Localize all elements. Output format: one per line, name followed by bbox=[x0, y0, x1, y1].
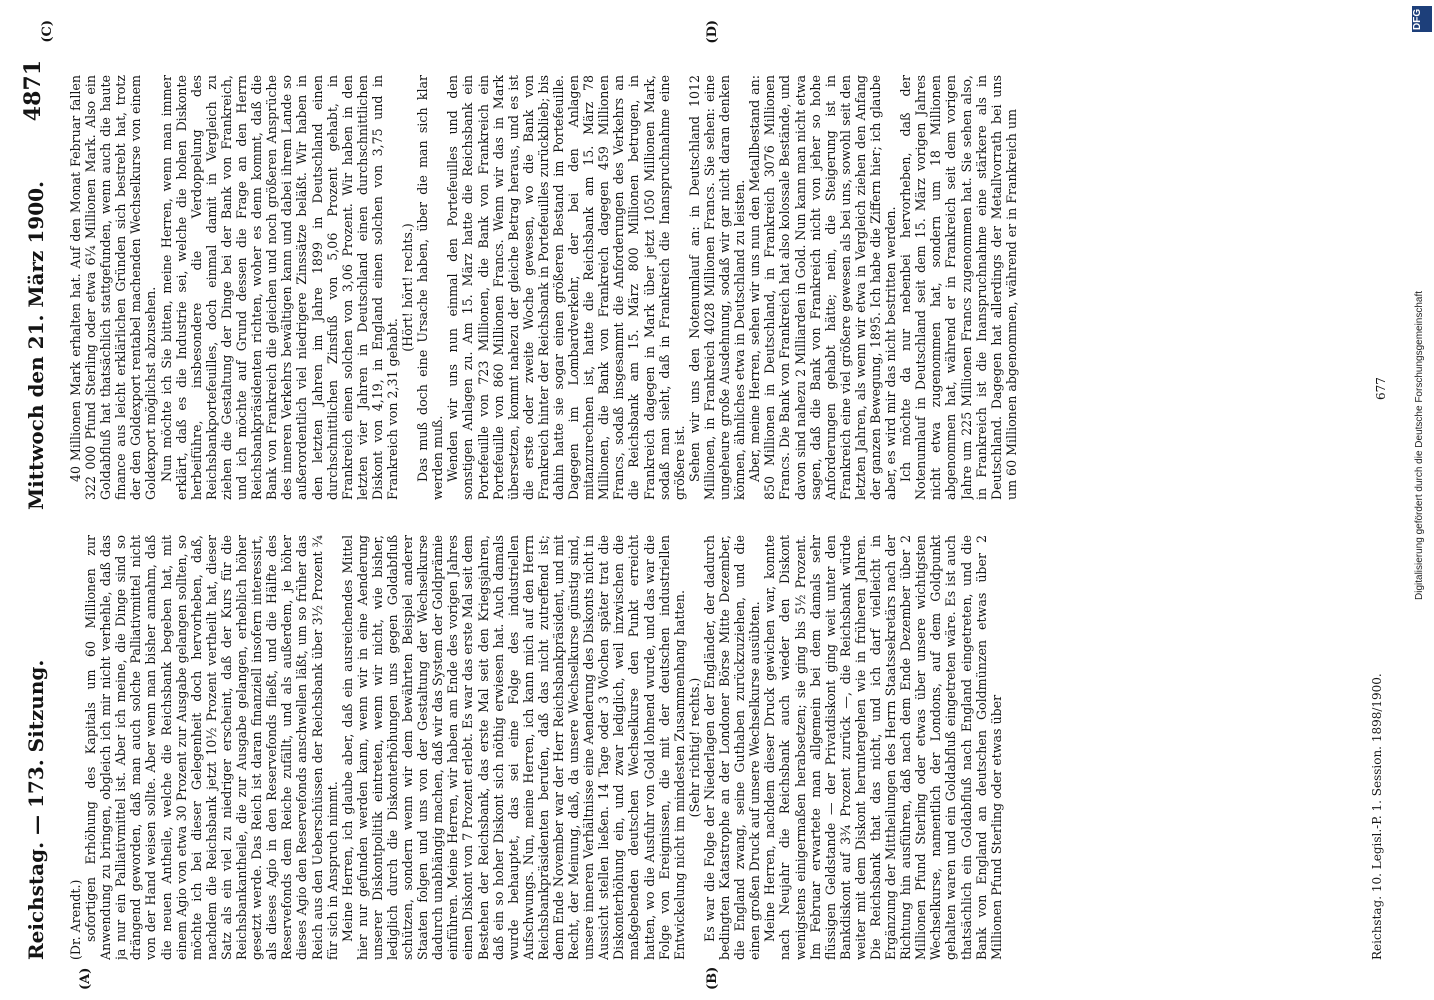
paragraph: Es war die Folge der Niederlagen der Engländer, der dadurch bedingten Katastrophe an der Londoner Börse Mitte Dezember, die England zwang, seine Guthaben zurückzuziehen, und die einen großen Druck auf unsere Wechselkurse ausübten. bbox=[701, 535, 763, 960]
footer-session: Reichstag. 10. Legisl.-P. 1. Session. 1898/1900. bbox=[1370, 673, 1384, 960]
header-date: Mittwoch den 21. März 1900. bbox=[24, 180, 48, 510]
speaker-label: (Dr. Arendt.) bbox=[68, 879, 83, 960]
paragraph: Ich möchte da nur nebenbei hervorheben, daß der Notenumlauf in Deutschland seit dem 15. März vorigen Jahres nicht etwa zugenommen hat, sondern um 18 Millionen abgenommen hat, während er in Frankreich seit dem vorigen Jahre um 225 Millionen Francs zugenommen hat. Sie sehen also, in Frankreich ist die Inanspruchnahme eine stärkere als in Deutschland. Dagegen hat allerdings der Metallvorrath bei uns um 60 Millionen abgenommen, während er in Frankreich um bbox=[898, 75, 1019, 500]
margin-marker-c: (C) bbox=[40, 20, 55, 43]
paragraph: Meine Herren, ich glaube aber, daß ein ausreichendes Mittel hier nur gefunden werden kann, wenn wir in eine Aenderung unserer Diskontpolitik eintreten, wenn wir nicht, wie bisher, lediglich durch die Diskonterhöhungen uns gegen Goldabfluß schützen, sondern wenn wir dem bewährten Beispiel anderer Staaten folgen und uns von der Gestaltung der Wechselkurse dadurch unabhängig machen, daß wir das System der Goldprämie einführen. Meine Herren, wir haben am Ende des vorigen Jahres einen Diskont von 7 Prozent erlebt. Es war das erste Mal seit dem Bestehen der Reichsbank, das erste Mal seit den Kriegsjahren, daß ein so hoher Diskont sich nöthig erwiesen hat. Auch damals wurde behauptet, das sei eine Folge des industriellen Aufschwungs. Nun, meine Herren, ich kann mich auf den Herrn Reichsbankpräsidenten berufen, daß das nicht zutreffend ist; denn Ende November war der Herr Reichsbankpräsident, und mit Recht, der Meinung, daß, da unsere Wechselkurse günstig sind, unsere inneren Verhältnisse eine Aenderung des Diskonts nicht in Aussicht stellen ließen. 14 Tage oder 3 Wochen später trat die Diskonterhöhung ein, und zwar lediglich, weil inzwischen die maßgebenden deutschen Wechselkurse den Punkt erreicht hatten, wo die Ausfuhr von Gold lohnend wurde, und das war die Folge von Ereignissen, die mit der deutschen industriellen Entwickelung nicht im mindesten Zusammenhang hatten. bbox=[339, 535, 687, 960]
paragraph: Nun möchte ich Sie bitten, meine Herren, wenn man immer erklärt, daß es die Industrie sei, welche die hohen Diskonte herbeiführe, insbesondere die Verdoppelung des Reichsbankportefeuilles, doch einmal damit in Vergleich zu ziehen die Gestaltung der Dinge bei der Bank von Frankreich, und ich möchte auf Grund dessen die Frage an den Herrn Reichsbankpräsidenten richten, woher es denn kommt, daß die Bank von Frankreich die gleichen und noch größeren Ansprüche des inneren Verkehrs bewältigen kann und dabei ihrem Lande so außerordentlich viel niedrigere Zinssätze beläßt. Wir haben in den letzten Jahren im Jahre 1899 in Deutschland einen durchschnittlichen Zinsfuß von 5,06 Prozent gehabt, in Frankreich einen solchen von 3,06 Prozent. Wir haben in den letzten vier Jahren in Deutschland einen durchschnittlichen Diskont von 4,19, in England einen solchen von 3,75 und in Frankreich von 2,31 gehabt. bbox=[158, 75, 400, 500]
paragraph: Das muß doch eine Ursache haben, über die man sich klar werden muß. bbox=[415, 75, 446, 500]
interjection: (Hört! hört! rechts.) bbox=[400, 223, 416, 352]
header-session: Reichstag. — 173. Sitzung. bbox=[24, 659, 48, 960]
dfg-logo-icon: DFG bbox=[1412, 6, 1432, 32]
paragraph: Meine Herren, nachdem dieser Druck gewichen war, konnte nach Neujahr die Reichsbank auch wieder den Diskont wenigstens einigermaßen herabsetzen; sie ging bis 5½ Prozent. Im Februar erwartete man allgemein bei dem damals sehr flüssigen Geldstande — der Privatdiskont ging weit unter den Bankdiskont auf 3¾ Prozent zurück —, die Reichsbank würde weiter mit dem Diskont heruntergehen wie in früheren Jahren. Die Reichsbank that das nicht, und ich darf vielleicht in Ergänzung der Mittheilungen des Herrn Staatssekretärs nach der Richtung hin ausführen, daß nach dem Ende Dezember über 2 Millionen Pfund Sterling oder etwas über unsere wichtigsten Wechselkurse, namentlich der Londons, auf dem Goldpunkt gehalten waren und ein Goldabfluß eingetreten wäre. Es ist auch thatsächlich ein Goldabfluß nach England eingetreten, und die Bank von England an deutschen Goldmünzen etwas über 2 Millionen Pfund Sterling oder etwas über bbox=[762, 535, 1004, 960]
digitization-credit bbox=[1412, 0, 1432, 1000]
paragraph: Aber, meine Herren, sehen wir uns nun den Metallbestand an: 850 Millionen in Deutschland, in Frankreich 3076 Millionen Francs. Die Bank von Frankreich hat also kolossale Bestände, und davon sind nahezu 2 Milliarden in Gold. Nun kann man nicht etwa sagen, daß die Bank von Frankreich nicht von jeher so hohe Anforderungen gehabt hätte; nein, die Steigerung ist in Frankreich eine viel größere gewesen als bei uns, sowohl seit den letzten Jahren, als wenn wir etwa in Vergleich ziehen den Anfang der ganzen Bewegung, 1895. Ich habe die Ziffern hier; ich glaube aber, es wird mir das nicht bestritten werden. bbox=[747, 75, 899, 500]
paragraph: Sehen wir uns den Notenumlauf an: in Deutschland 1012 Millionen, in Frankreich 4028 Millionen Francs. Sie sehen: eine ungeheure große Ausdehnung, sodaß wir gar nicht daran denken können, ähnliches etwa in Deutschland zu leisten. bbox=[686, 75, 748, 500]
right-column bbox=[68, 75, 1358, 500]
paragraph: 40 Millionen Mark erhalten hat. Auf den Monat Februar fallen 322 000 Pfund Sterling oder etwa 6¼ Millionen Mark. Also ein Goldabfluß hat thatsächlich stattgefunden, wenn auch die haute finance aus leicht erklärlichen Gründen sich bestrebt hat, trotz der den Goldexport rentabel machenden Wechselkurse von einem Goldexport möglichst abzusehen. bbox=[68, 75, 159, 500]
paragraph: sofortigen Erhöhung des Kapitals um 60 Millionen zur Anwendung zu bringen, obgleich ich mir nicht verhehle, daß das ja nur ein Palliativmittel ist. Aber ich meine, die Dinge sind so drängend geworden, daß man auch solche Palliativmittel nicht von der Hand weisen sollte. Aber wenn man bisher annahm, daß die neuen Antheile, welche die Reichsbank begeben hat, mit einem Agio von etwa 30 Prozent zur Ausgabe gelangen sollten, so möchte ich bei dieser Gelegenheit doch hervorheben, daß, nachdem die Reichsbank jetzt 10½ Prozent vertheilt hat, dieser Satz als ein viel zu niedriger erscheint, daß der Kurs für die Reichsbankantheile, die zur Ausgabe gelangen, erheblich höher gesetzt werde. Das Reich ist daran finanziell insofern interessirt, als dieses Agio in den Reservefonds fließt, und die Hälfte des Reservefonds dem Reiche zufällt, und als außerdem, je höher dieses Agio den Reservefonds anschwellen läßt, um so früher das Reich aus den Ueberschüssen der Reichsbank über 3½ Prozent ¾ für sich in Anspruch nimmt. bbox=[83, 535, 340, 960]
margin-marker-d: (D) bbox=[705, 20, 720, 44]
footer-number: 677 bbox=[1374, 377, 1388, 400]
margin-marker-a: (A) bbox=[78, 967, 93, 990]
interjection: (Sehr richtig! rechts.) bbox=[686, 677, 702, 818]
left-column bbox=[68, 535, 1358, 960]
credit-text: Digitalisierung gefördert durch die Deutsche Forschungsgemeinschaft bbox=[1414, 290, 1425, 600]
margin-marker-b: (B) bbox=[705, 966, 720, 990]
paragraph: Wenden wir uns nun einmal den Portefeuilles und den sonstigen Anlagen zu. Am 15. März hatte die Reichsbank ein Portefeuille von 723 Millionen, die Bank von Frankreich ein Portefeuille von 860 Millionen Francs. Wenn wir das in Mark übersetzen, kommt nahezu der gleiche Betrag heraus, und es ist die erste oder zweite Woche gewesen, wo die Bank von Frankreich hinter der Reichsbank in Portefeuilles zurückblieb; bis dahin hatte sie sogar einen größeren Bestand im Portefeuille. Dagegen im Lombardverkehr, der bei den Anlagen mitanzurechnen ist, hatte die Reichsbank am 15. März 78 Millionen, die Bank von Frankreich dagegen 459 Millionen Francs, sodaß insgesammt die Anforderungen des Verkehrs an die Reichsbank am 15. März 800 Millionen betrugen, in Frankreich dagegen in Mark über jetzt 1050 Millionen Mark, sodaß man sieht, daß in Frankreich die Inanspruchnahme eine größere ist. bbox=[445, 75, 687, 500]
page-header bbox=[14, 60, 54, 960]
page-number: 4871 bbox=[20, 60, 46, 122]
